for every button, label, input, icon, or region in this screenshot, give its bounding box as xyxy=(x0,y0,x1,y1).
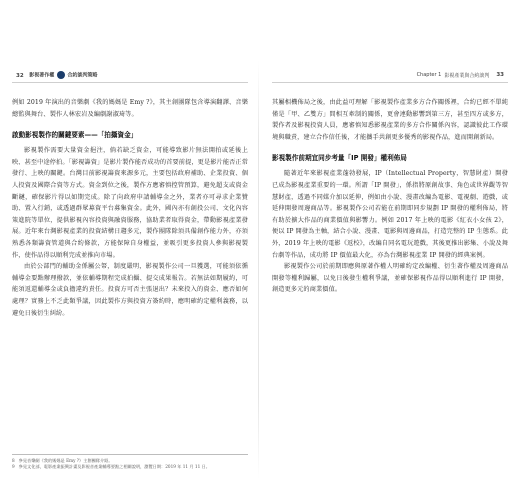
footnote-text: 參見文化部，電影產業振興計畫及影視音產業輔導要點之相關說明，瀏覽日期：2019 年 11 月 11 日。 xyxy=(18,464,210,469)
right-running-header xyxy=(272,70,508,83)
chapter-title: 影視產業與合約談判 xyxy=(444,72,490,79)
right-page-number: 33 xyxy=(496,72,504,78)
left-page-number: 32 xyxy=(16,72,24,79)
book-title-part-1: 影視著作權 xyxy=(29,72,55,79)
right-paragraph-2: 影視製作公司於前期即應與原著作權人明確約定改編權、衍生著作權及周邊商品開發等權利歸屬，以免日後發生權利爭議，並確保影視作品得以順利進行 IP 開發，創造更多元的商業價值。 xyxy=(272,263,508,294)
book-title-part-2: 合約談判策略 xyxy=(67,72,98,79)
book-gutter xyxy=(258,60,259,480)
left-section-heading: 啟動影視製作的關鍵要素——「拍攝資金」 xyxy=(12,131,138,140)
title-logo-icon xyxy=(57,71,65,79)
left-footnotes xyxy=(12,454,248,470)
left-page xyxy=(12,70,248,470)
footnote-mark: 8 xyxy=(12,458,15,463)
left-running-header xyxy=(12,70,248,83)
right-paragraph-1: 隨著近年來影視產業蓬勃發展，IP（Intellectual Property，智慧財產）開發已成為影視產業重要的一環。所謂「IP 開發」，係指將原創故事、角色或世界觀等智慧財產，透過不同媒介加以延伸，例如由小說、漫畫改編為電影、電視劇、遊戲，或延伸開發周邊商品等。影視製作公司若能在前期即同步規劃 IP 開發的權利佈局，將有助於擴大作品的商業價值與影響力。例如 2017 年上映的電影《紅衣小女孩 2》，便以 IP 開發為主軸，結合小說、漫畫、電影與周邊商品，打造完整的 IP 生態系。此外，2019 年上映的電影《返校》，改編自同名電玩遊戲，其後更推出影集、小說及舞台劇等作品，成功將 IP 價值最大化，亦為台灣影視產業 IP 開發的經典案例。 xyxy=(272,170,508,259)
right-page xyxy=(272,70,508,470)
footnote xyxy=(12,464,248,470)
chapter-label: Chapter 1 xyxy=(416,72,442,78)
left-paragraph-1: 影視製作需要大量資金挹注，倘若缺乏資金，可能導致影片無法開拍或延後上映、甚至中途停拍。「影視籌資」是影片製作能否成功的首要前提，更是影片能否正常發行、上映的關鍵。台灣目前影視籌資來源多元，主要包括政府補助、企業投資、個人投資及國際合資等方式。資金到位之後，製作方應審慎控管預算，避免超支或資金斷鏈，確保影片得以如期完成。除了向政府申請輔導金之外，業者亦可尋求企業贊助、置入行銷，或透過群眾募資平台募集資金。此外，國內亦有創投公司、文化內容策進院等單位，提供影視內容投資與融資服務，協助業者取得資金，帶動影視產業發展。近年來台灣影視產業的投資結構日趨多元，製作團隊除須具備創作能力外，亦須熟悉各類籌資管道與合約條款，方能保障自身權益，並吸引更多投資人參與影視製作，使作品得以順利完成並推向市場。 xyxy=(12,147,248,259)
right-section-heading: 影視製作前期宜同步考量「IP 開發」權利佈局 xyxy=(272,154,407,163)
footnote-text: 參見音樂劇《我的媽媽是 Emy ?》主創團隊介紹。 xyxy=(18,458,113,463)
left-paragraph-2: 由於公部門的輔助金係屬公帑，制度嚴明，影視製作公司一旦獲選，可能須依循輔導金要點辦理撥款，並依輔導期程完成拍攝、提交成果報告。若無法如期履約，可能須返還輔導金或負擔違約責任。投資方可否主張退出？未來投入的資金、應否如何處理？實務上不乏此類爭議，因此製作方與投資方簽約時，應明確約定權利義務，以避免日後衍生糾紛。 xyxy=(12,263,248,317)
left-paragraph-top: 例如 2019 年演出的音樂劇《我的媽媽是 Emy ?》，其主創團隊包含導演翻譯、音樂總監與舞台、製作人林宏岩及編劇謝淑琦等。 xyxy=(12,99,248,118)
footnote-mark: 9 xyxy=(12,464,15,469)
right-paragraph-top: 其屬相機佈局之後，由此益可理解「影視製作產業多方合作關係裡，合約已經不單純僅是「甲、乙雙方」間相互牽制的關係，更會連動影響到第三方，甚至四方或多方，製作者及影視投資人員，應審慎知悉影視產業的多方合作關係內容，認識彼此工作環境與職責，建立合作信任後，才能攜手共創更多優秀的影視作品，進而開創新局。 xyxy=(272,99,508,141)
